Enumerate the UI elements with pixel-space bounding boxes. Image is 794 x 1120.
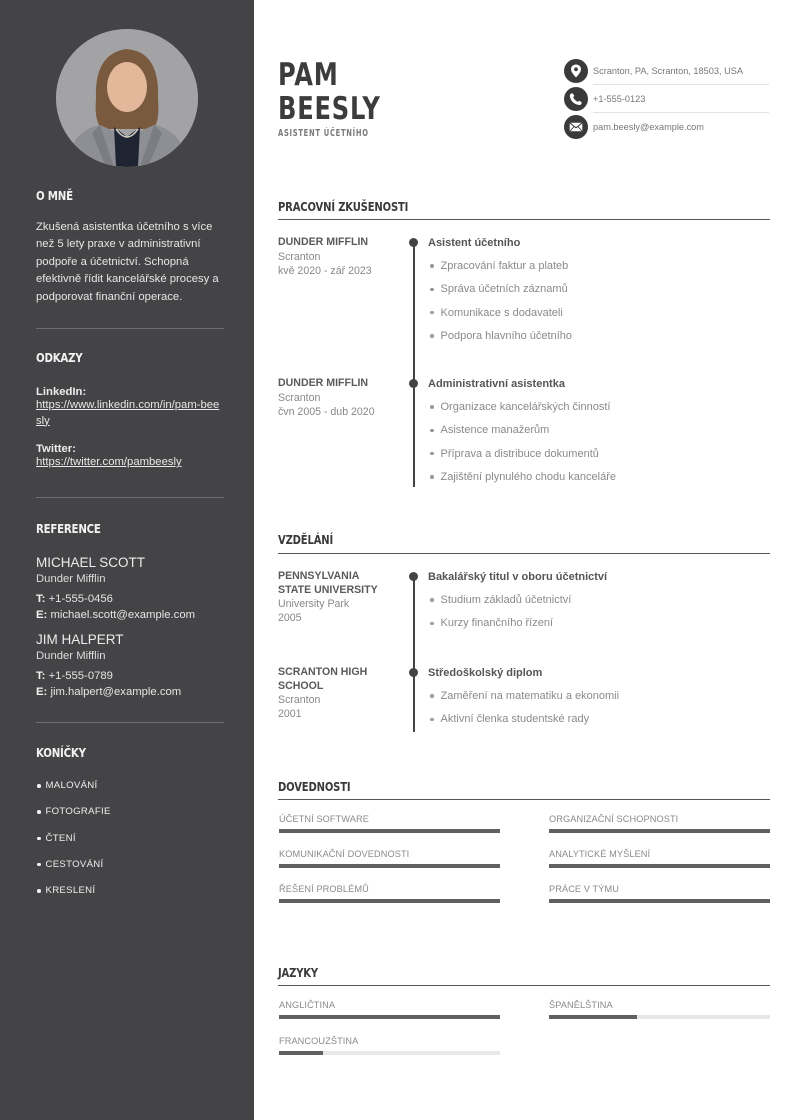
bullet-icon <box>430 622 434 626</box>
timeline-line <box>413 242 415 487</box>
skill-bar-fill <box>549 899 770 903</box>
company-location: Scranton <box>278 391 321 404</box>
experience-title: PRACOVNÍ ZKUŠENOSTI <box>278 199 409 214</box>
language-bar-track <box>549 1015 770 1019</box>
contact-phone <box>564 85 769 113</box>
experience-details <box>428 236 768 343</box>
email-label: E: <box>36 608 48 621</box>
education-text: Kurzy finančního řízení <box>440 617 554 630</box>
hobby-item <box>36 780 224 806</box>
skill-bar-track <box>549 864 770 868</box>
graduation-year: 2001 <box>278 708 302 721</box>
skill-bar-track <box>279 829 500 833</box>
bullet-icon <box>37 784 41 788</box>
reference-name: MICHAEL SCOTT <box>36 555 146 570</box>
hobby-label: ČTENÍ <box>45 832 76 844</box>
education-text: Aktivní členka studentské rady <box>440 713 590 726</box>
role-title: Asistent účetního <box>428 237 521 249</box>
bullet-icon <box>37 837 41 841</box>
skill-bar-fill <box>549 864 770 868</box>
bullet-icon <box>430 718 434 722</box>
responsibility-item <box>428 282 768 296</box>
language-item <box>279 1035 500 1055</box>
responsibility-text: Organizace kancelářských činností <box>440 401 611 414</box>
employment-dates: čvn 2005 - dub 2020 <box>278 405 375 418</box>
experience-meta <box>278 236 398 278</box>
language-bar-fill <box>279 1051 323 1055</box>
reference-phone <box>36 669 224 685</box>
responsibility-item <box>428 329 768 343</box>
skill-label: ORGANIZAČNÍ SCHOPNOSTI <box>549 814 679 824</box>
bullet-icon <box>430 452 434 456</box>
sidebar-divider <box>36 328 224 329</box>
skill-label: ŘEŠENÍ PROBLÉMŮ <box>279 884 369 894</box>
skill-bar-fill <box>549 829 770 833</box>
linkedin-link[interactable]: https://www.linkedin.com/in/pam-beesly <box>36 399 220 427</box>
language-bar-fill <box>549 1015 637 1019</box>
phone-label: T: <box>36 670 46 682</box>
company-location: Scranton <box>278 250 321 263</box>
skill-bar-track <box>549 829 770 833</box>
school-name-line1: PENNSYLVANIA <box>278 570 360 582</box>
links-title: ODKAZY <box>36 350 83 365</box>
education-meta <box>278 666 398 721</box>
timeline-line <box>413 576 415 732</box>
timeline-dot <box>409 572 418 581</box>
education-text: Studium základů účetnictví <box>440 594 572 607</box>
education-meta <box>278 570 398 625</box>
employment-dates: kvě 2020 - zář 2023 <box>278 264 372 277</box>
reference-email <box>36 685 224 701</box>
profile-photo-illustration <box>56 29 198 167</box>
skill-item <box>549 813 770 833</box>
skill-item <box>279 813 500 833</box>
job-title: ASISTENT ÚČETNÍHO <box>278 128 369 139</box>
school-name-line1: SCRANTON HIGH <box>278 666 368 678</box>
twitter-link[interactable]: https://twitter.com/pambeesly <box>36 456 182 468</box>
bullet-icon <box>430 311 434 315</box>
language-bar-track <box>279 1015 500 1019</box>
hobby-item <box>36 859 224 885</box>
link-label: LinkedIn: <box>36 386 87 398</box>
school-location: Scranton <box>278 694 321 707</box>
hobby-label: MALOVÁNÍ <box>45 780 98 791</box>
hobby-label: CESTOVÁNÍ <box>45 858 104 870</box>
last-name: BEESLY <box>278 91 381 127</box>
education-item <box>428 616 768 630</box>
skills-title: DOVEDNOSTI <box>278 779 351 794</box>
reference-item <box>36 631 224 700</box>
envelope-icon <box>564 115 588 139</box>
education-text: Zaměření na matematiku a ekonomii <box>440 690 620 703</box>
bullet-icon <box>430 334 434 338</box>
bullet-icon <box>430 288 434 292</box>
education-details <box>428 570 768 630</box>
timeline-dot <box>409 238 418 247</box>
language-item <box>279 999 500 1019</box>
skill-bar-track <box>279 899 500 903</box>
hobby-item <box>36 833 224 859</box>
about-title: O MNĚ <box>36 188 73 203</box>
section-rule <box>278 553 770 554</box>
links-section <box>36 350 224 471</box>
language-label: FRANCOUZŠTINA <box>279 1036 359 1046</box>
skill-bar-track <box>549 899 770 903</box>
education-item <box>428 712 768 726</box>
reference-phone <box>36 592 224 608</box>
skill-item <box>279 848 500 868</box>
degree-title: Bakalářský titul v oboru účetnictví <box>428 571 608 583</box>
sidebar-divider <box>36 497 224 498</box>
reference-company: Dunder Mifflin <box>36 573 106 585</box>
phone-label: T: <box>36 593 46 605</box>
hobby-item <box>36 806 224 832</box>
skill-bar-fill <box>279 829 500 833</box>
language-item <box>549 999 770 1019</box>
hobby-label: FOTOGRAFIE <box>45 806 111 818</box>
school-name-line2: STATE UNIVERSITY <box>278 583 378 596</box>
profile-photo <box>56 29 198 167</box>
hobby-item <box>36 885 224 911</box>
reference-email <box>36 608 224 624</box>
skill-label: ANALYTICKÉ MYŠLENÍ <box>549 849 651 859</box>
languages-title: JAZYKY <box>278 965 318 980</box>
language-label: ŠPANĚLŠTINA <box>549 1000 613 1010</box>
contact-address <box>564 57 769 85</box>
location-pin-icon <box>564 59 588 83</box>
bullet-icon <box>37 889 41 893</box>
bullet-icon <box>430 598 434 602</box>
bullet-icon <box>430 475 434 479</box>
section-rule <box>278 799 770 800</box>
email-value: jim.halpert@example.com <box>50 685 182 698</box>
experience-meta <box>278 377 398 419</box>
education-title: VZDĚLÁNÍ <box>278 532 334 547</box>
hobbies-list <box>36 780 224 911</box>
section-rule <box>278 219 770 220</box>
sidebar-divider <box>36 722 224 723</box>
hobbies-section <box>36 745 224 911</box>
responsibility-item <box>428 400 768 414</box>
link-twitter <box>36 443 224 471</box>
skill-label: ÚČETNÍ SOFTWARE <box>279 814 369 824</box>
timeline-dot <box>409 379 418 388</box>
school-location: University Park <box>278 598 350 611</box>
sidebar <box>0 0 254 1120</box>
responsibility-item <box>428 470 768 484</box>
education-item <box>428 689 768 703</box>
phone-icon <box>564 87 588 111</box>
education-details <box>428 666 768 726</box>
responsibility-item <box>428 423 768 437</box>
skill-label: PRÁCE V TÝMU <box>549 884 619 894</box>
bullet-icon <box>430 429 434 433</box>
timeline-dot <box>409 668 418 677</box>
responsibility-text: Zajištění plynulého chodu kanceláře <box>440 470 617 483</box>
skill-bar-fill <box>279 864 500 868</box>
email-label: E: <box>36 685 48 698</box>
email-text: pam.beesly@example.com <box>593 122 704 132</box>
company-name: DUNDER MIFFLIN <box>278 236 369 248</box>
references-section <box>36 521 224 700</box>
responsibility-text: Komunikace s dodavateli <box>440 306 563 319</box>
phone-text: +1-555-0123 <box>593 85 769 113</box>
skill-item <box>549 883 770 903</box>
bullet-icon <box>430 694 434 698</box>
reference-item <box>36 554 224 623</box>
education-item <box>428 593 768 607</box>
responsibility-item <box>428 306 768 320</box>
language-bar-fill <box>279 1015 500 1019</box>
responsibility-text: Podpora hlavního účetního <box>440 329 572 342</box>
link-label: Twitter: <box>36 443 76 455</box>
skill-item <box>279 883 500 903</box>
bullet-icon <box>430 264 434 268</box>
degree-title: Středoškolský diplom <box>428 667 543 679</box>
contact-email <box>564 113 769 141</box>
phone-value: +1-555-0456 <box>48 593 113 605</box>
bullet-icon <box>37 810 41 814</box>
responsibility-item <box>428 259 768 273</box>
school-name-line2: SCHOOL <box>278 679 324 692</box>
address-text: Scranton, PA, Scranton, 18503, USA <box>593 57 769 85</box>
hobby-label: KRESLENÍ <box>45 885 96 897</box>
skill-bar-track <box>279 864 500 868</box>
responsibility-text: Zpracování faktur a plateb <box>440 260 569 273</box>
responsibility-text: Správa účetních záznamů <box>440 283 568 296</box>
responsibility-text: Příprava a distribuce dokumentů <box>440 447 599 460</box>
bullet-icon <box>430 405 434 409</box>
section-rule <box>278 985 770 986</box>
language-bar-track <box>279 1051 500 1055</box>
about-text: Zkušená asistentka účetního s více než 5 lety praxe v administrativní podpoře a účetnictví. Schopná efektivně řídit kancelářské procesy a podporovat finanční operace. <box>36 221 219 303</box>
bullet-icon <box>37 863 41 867</box>
skill-item <box>549 848 770 868</box>
link-linkedin <box>36 386 224 429</box>
responsibility-text: Asistence manažerům <box>440 424 550 437</box>
phone-value: +1-555-0789 <box>48 670 113 682</box>
role-title: Administrativní asistentka <box>428 378 565 390</box>
hobbies-title: KONÍČKY <box>36 745 86 760</box>
about-section <box>36 188 224 306</box>
responsibility-item <box>428 447 768 461</box>
skill-label: KOMUNIKAČNÍ DOVEDNOSTI <box>279 849 410 859</box>
reference-company: Dunder Mifflin <box>36 650 106 662</box>
company-name: DUNDER MIFFLIN <box>278 377 369 389</box>
skill-bar-fill <box>279 899 500 903</box>
reference-name: JIM HALPERT <box>36 632 124 647</box>
references-title: REFERENCE <box>36 521 101 536</box>
first-name: PAM <box>278 57 339 93</box>
experience-details <box>428 377 768 484</box>
language-label: ANGLIČTINA <box>279 1000 336 1010</box>
email-value: michael.scott@example.com <box>50 608 196 621</box>
graduation-year: 2005 <box>278 612 302 625</box>
